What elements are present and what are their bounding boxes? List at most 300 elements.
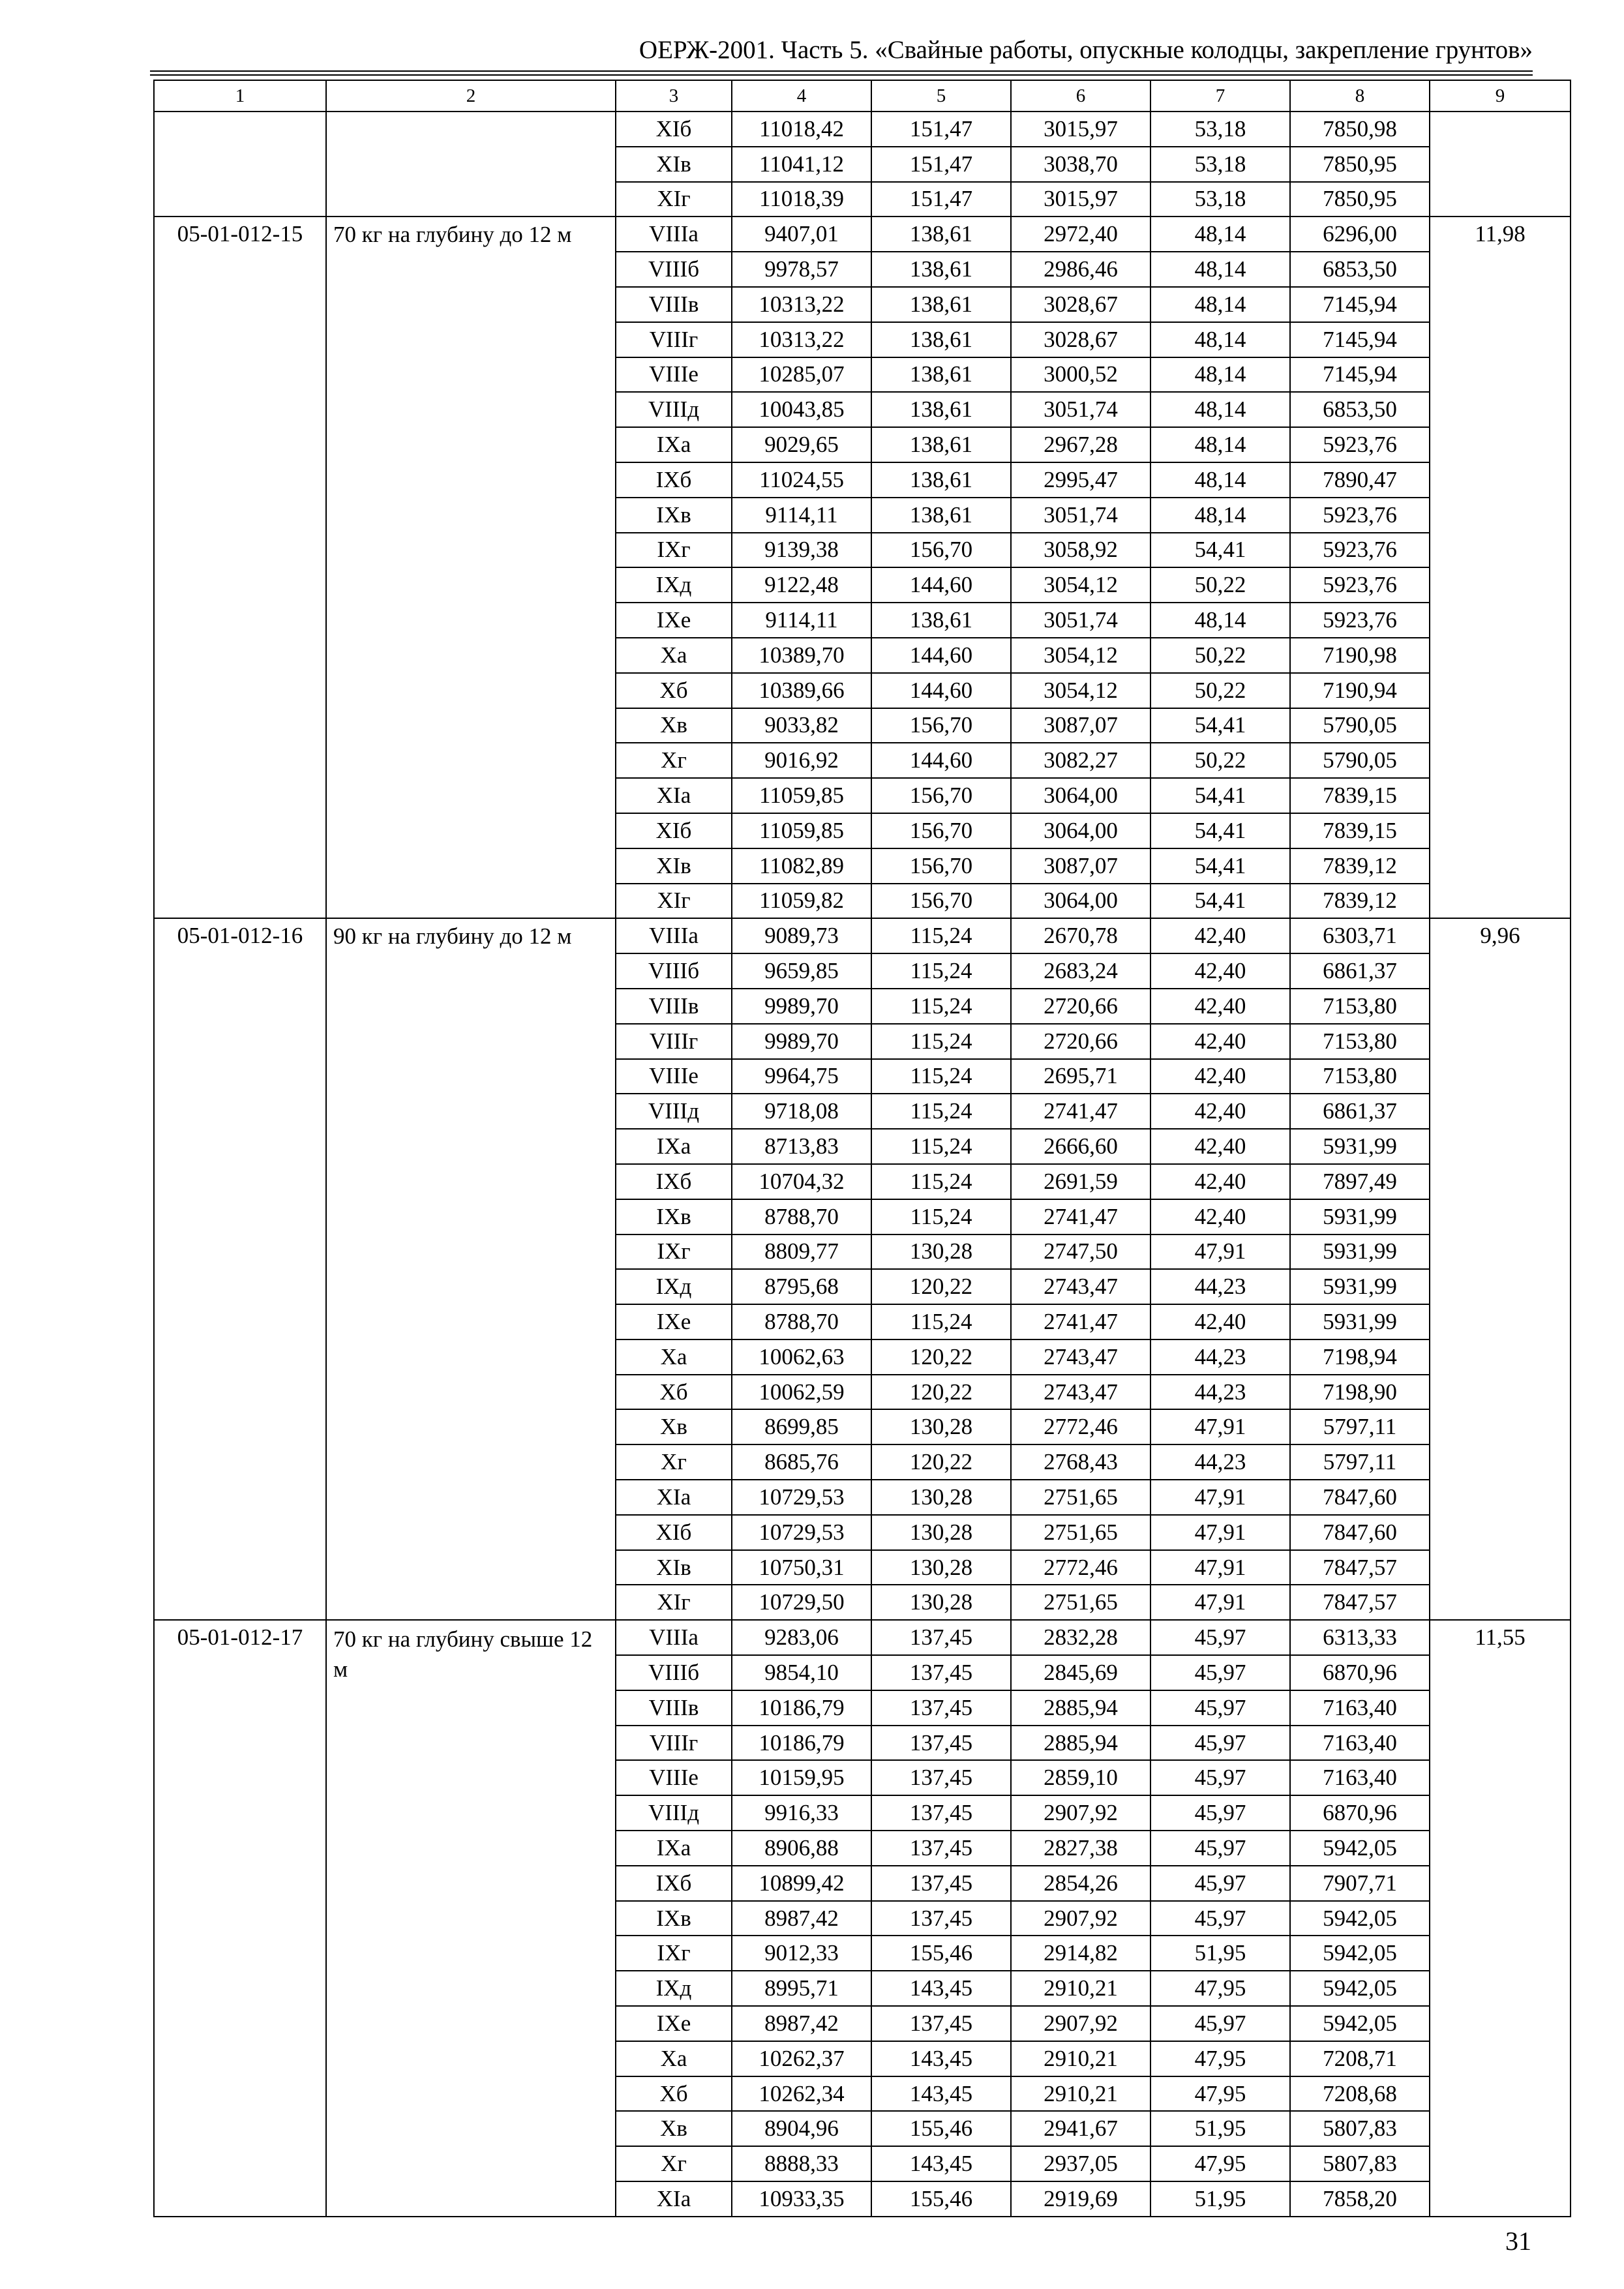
value-cell-col5: 137,45 <box>871 1795 1011 1831</box>
column-number-9: 9 <box>1430 80 1571 112</box>
value-cell-col4: 9283,06 <box>732 1620 871 1655</box>
zone-cell: VIIIе <box>616 1760 732 1795</box>
rate-description <box>326 1620 616 1683</box>
value-cell-col8: 7850,95 <box>1290 182 1430 217</box>
value-cell-col5: 155,46 <box>871 2181 1011 2217</box>
value-cell-col8: 7847,60 <box>1290 1515 1430 1550</box>
value-cell-col6: 3058,92 <box>1011 533 1150 568</box>
table-row <box>154 112 1571 147</box>
value-cell-col7: 47,91 <box>1150 1515 1290 1550</box>
value-cell-col6: 2885,94 <box>1011 1690 1150 1726</box>
table-row <box>154 1304 1571 1339</box>
column-number-row <box>154 80 1571 112</box>
table-row <box>154 743 1571 778</box>
value-cell-col6: 2743,47 <box>1011 1375 1150 1410</box>
zone-cell: VIIIб <box>616 953 732 989</box>
value-cell-col8: 5923,76 <box>1290 567 1430 603</box>
column-number-3: 3 <box>616 80 732 112</box>
labor-cost-cell <box>1430 1760 1571 1795</box>
value-cell-col4: 9033,82 <box>732 708 871 743</box>
rate-code-cell <box>154 1480 326 1515</box>
table-body <box>154 80 1571 2217</box>
value-cell-col8: 7145,94 <box>1290 322 1430 357</box>
value-cell-col5: 156,70 <box>871 884 1011 919</box>
zone-cell: IXг <box>616 1936 732 1971</box>
value-cell-col5: 120,22 <box>871 1269 1011 1304</box>
labor-cost-cell <box>1430 2146 1571 2181</box>
column-number-5: 5 <box>871 80 1011 112</box>
value-cell-col5: 137,45 <box>871 1620 1011 1655</box>
running-header: ОЕРЖ-2001. Часть 5. «Свайные работы, опускные колодцы, закрепление грунтов» <box>639 36 1533 64</box>
value-cell-col4: 10750,31 <box>732 1550 871 1585</box>
value-cell-col6: 3051,74 <box>1011 392 1150 427</box>
table-row <box>154 848 1571 884</box>
rate-description-cell <box>326 1375 616 1410</box>
value-cell-col5: 115,24 <box>871 918 1011 953</box>
value-cell-col6: 2910,21 <box>1011 1971 1150 2006</box>
value-cell-col8: 6853,50 <box>1290 392 1430 427</box>
value-cell-col5: 115,24 <box>871 1304 1011 1339</box>
zone-cell: VIIIг <box>616 322 732 357</box>
labor-cost-cell <box>1430 673 1571 708</box>
value-cell-col6: 2854,26 <box>1011 1866 1150 1901</box>
zone-cell: IXд <box>616 1269 732 1304</box>
zone-cell: XIв <box>616 1550 732 1585</box>
table-row <box>154 567 1571 603</box>
value-cell-col8: 5790,05 <box>1290 708 1430 743</box>
value-cell-col8: 6870,96 <box>1290 1655 1430 1690</box>
table-row <box>154 673 1571 708</box>
column-number-8: 8 <box>1290 80 1430 112</box>
rate-code-cell <box>154 673 326 708</box>
value-cell-col5: 151,47 <box>871 147 1011 182</box>
rate-code-cell <box>154 2041 326 2076</box>
value-cell-col4: 11024,55 <box>732 462 871 498</box>
rate-description-cell <box>326 813 616 848</box>
value-cell-col5: 115,24 <box>871 1024 1011 1059</box>
zone-cell: VIIIд <box>616 1094 732 1129</box>
value-cell-col8: 7163,40 <box>1290 1726 1430 1761</box>
value-cell-col7: 48,14 <box>1150 427 1290 462</box>
labor-cost-cell <box>1430 2111 1571 2146</box>
value-cell-col6: 3015,97 <box>1011 182 1150 217</box>
value-cell-col5: 156,70 <box>871 778 1011 813</box>
value-cell-col4: 11059,85 <box>732 813 871 848</box>
value-cell-col5: 138,61 <box>871 498 1011 533</box>
value-cell-col8: 5931,99 <box>1290 1269 1430 1304</box>
rate-description-cell <box>326 1901 616 1936</box>
value-cell-col6: 2919,69 <box>1011 2181 1150 2217</box>
value-cell-col4: 8987,42 <box>732 2006 871 2041</box>
value-cell-col5: 138,61 <box>871 427 1011 462</box>
value-cell-col4: 9016,92 <box>732 743 871 778</box>
value-cell-col4: 9139,38 <box>732 533 871 568</box>
table-row <box>154 1690 1571 1726</box>
zone-cell: XIг <box>616 884 732 919</box>
header-rule-bottom <box>150 74 1533 76</box>
column-number-6: 6 <box>1011 80 1150 112</box>
value-cell-col5: 155,46 <box>871 1936 1011 1971</box>
rate-description-cell <box>326 1129 616 1164</box>
value-cell-col6: 2859,10 <box>1011 1760 1150 1795</box>
value-cell-col7: 44,23 <box>1150 1269 1290 1304</box>
value-cell-col6: 2832,28 <box>1011 1620 1150 1655</box>
zone-cell: IXв <box>616 1199 732 1234</box>
value-cell-col6: 2986,46 <box>1011 252 1150 287</box>
rate-code-cell <box>154 1304 326 1339</box>
labor-cost-cell <box>1430 1971 1571 2006</box>
value-cell-col4: 10389,70 <box>732 638 871 673</box>
value-cell-col5: 144,60 <box>871 638 1011 673</box>
rate-code-cell <box>154 1550 326 1585</box>
value-cell-col8: 7897,49 <box>1290 1164 1430 1199</box>
value-cell-col8: 7847,57 <box>1290 1585 1430 1620</box>
value-cell-col8: 7839,15 <box>1290 778 1430 813</box>
value-cell-col5: 115,24 <box>871 1059 1011 1094</box>
value-cell-col7: 45,97 <box>1150 2006 1290 2041</box>
value-cell-col5: 137,45 <box>871 1866 1011 1901</box>
value-cell-col4: 9012,33 <box>732 1936 871 1971</box>
value-cell-col5: 120,22 <box>871 1375 1011 1410</box>
value-cell-col6: 3064,00 <box>1011 884 1150 919</box>
table-row <box>154 1585 1571 1620</box>
zone-cell: IXб <box>616 462 732 498</box>
labor-cost-cell <box>1430 1866 1571 1901</box>
labor-cost-cell <box>1430 1409 1571 1444</box>
table-row <box>154 1550 1571 1585</box>
value-cell-col6: 2937,05 <box>1011 2146 1150 2181</box>
rate-code-cell <box>154 1690 326 1726</box>
table-row <box>154 182 1571 217</box>
table-row <box>154 2041 1571 2076</box>
rate-code-cell <box>154 1655 326 1690</box>
value-cell-col5: 138,61 <box>871 287 1011 322</box>
labor-cost-cell <box>1430 708 1571 743</box>
rates-table <box>153 80 1571 2217</box>
rate-code-cell <box>154 1339 326 1375</box>
value-cell-col4: 10285,07 <box>732 357 871 393</box>
value-cell-col4: 9122,48 <box>732 567 871 603</box>
labor-cost-cell <box>1430 848 1571 884</box>
zone-cell: XIа <box>616 778 732 813</box>
value-cell-col7: 45,97 <box>1150 1795 1290 1831</box>
rate-description-cell <box>326 1726 616 1761</box>
value-cell-col6: 2907,92 <box>1011 1901 1150 1936</box>
value-cell-col7: 42,40 <box>1150 1059 1290 1094</box>
zone-cell: IXе <box>616 1304 732 1339</box>
rate-code-cell <box>154 1375 326 1410</box>
value-cell-col4: 10186,79 <box>732 1726 871 1761</box>
rate-description-cell <box>326 322 616 357</box>
value-cell-col5: 130,28 <box>871 1234 1011 1270</box>
zone-cell: VIIIв <box>616 989 732 1024</box>
header-rule-top <box>150 70 1533 72</box>
value-cell-col4: 8995,71 <box>732 1971 871 2006</box>
value-cell-col7: 44,23 <box>1150 1375 1290 1410</box>
rate-code-cell <box>154 953 326 989</box>
value-cell-col4: 10313,22 <box>732 322 871 357</box>
table-row <box>154 1094 1571 1129</box>
rate-description-cell <box>326 147 616 182</box>
value-cell-col6: 2683,24 <box>1011 953 1150 989</box>
value-cell-col5: 143,45 <box>871 2041 1011 2076</box>
rate-code-cell <box>154 427 326 462</box>
value-cell-col8: 5942,05 <box>1290 1901 1430 1936</box>
rate-description-cell <box>326 638 616 673</box>
value-cell-col4: 8906,88 <box>732 1831 871 1866</box>
labor-cost-cell <box>1430 287 1571 322</box>
value-cell-col4: 10729,53 <box>732 1480 871 1515</box>
labor-cost-cell <box>1430 1269 1571 1304</box>
rate-description-cell <box>326 1690 616 1726</box>
rate-code-cell <box>154 2181 326 2217</box>
value-cell-col7: 48,14 <box>1150 287 1290 322</box>
zone-cell: IXб <box>616 1164 732 1199</box>
value-cell-col5: 138,61 <box>871 462 1011 498</box>
labor-cost-cell <box>1430 1690 1571 1726</box>
value-cell-col5: 151,47 <box>871 182 1011 217</box>
value-cell-col6: 2772,46 <box>1011 1409 1150 1444</box>
value-cell-col5: 144,60 <box>871 567 1011 603</box>
value-cell-col4: 9978,57 <box>732 252 871 287</box>
table-row <box>154 1164 1571 1199</box>
value-cell-col8: 7847,57 <box>1290 1550 1430 1585</box>
value-cell-col5: 130,28 <box>871 1480 1011 1515</box>
rate-code-cell <box>154 1585 326 1620</box>
labor-cost-cell <box>1430 2181 1571 2217</box>
rate-description-cell <box>326 1515 616 1550</box>
labor-cost-cell <box>1430 533 1571 568</box>
labor-cost <box>1430 112 1571 147</box>
rate-description-cell <box>326 1480 616 1515</box>
value-cell-col7: 42,40 <box>1150 989 1290 1024</box>
value-cell-col7: 47,91 <box>1150 1409 1290 1444</box>
value-cell-col6: 3054,12 <box>1011 567 1150 603</box>
labor-cost-cell <box>1430 603 1571 638</box>
value-cell-col6: 2967,28 <box>1011 427 1150 462</box>
rate-code-cell <box>154 813 326 848</box>
rate-code-cell <box>154 2111 326 2146</box>
zone-cell: XIг <box>616 182 732 217</box>
value-cell-col6: 2914,82 <box>1011 1936 1150 1971</box>
zone-cell: XIб <box>616 813 732 848</box>
value-cell-col4: 9989,70 <box>732 1024 871 1059</box>
value-cell-col7: 45,97 <box>1150 1620 1290 1655</box>
rate-code-cell <box>154 1760 326 1795</box>
rate-description-cell <box>326 1164 616 1199</box>
value-cell-col8: 7163,40 <box>1290 1760 1430 1795</box>
rate-code-cell <box>154 462 326 498</box>
labor-cost-cell <box>1430 357 1571 393</box>
rate-description-cell <box>326 1339 616 1375</box>
table-row <box>154 1129 1571 1164</box>
rate-code-cell <box>154 2006 326 2041</box>
zone-cell: Xа <box>616 1339 732 1375</box>
rate-description: 90 кг на глубину до 12 м <box>326 918 616 953</box>
zone-cell: VIIIа <box>616 918 732 953</box>
zone-cell: XIв <box>616 848 732 884</box>
labor-cost-cell <box>1430 1480 1571 1515</box>
rate-description-cell <box>326 1269 616 1304</box>
table-row <box>154 498 1571 533</box>
rate-description-cell <box>326 673 616 708</box>
value-cell-col7: 47,95 <box>1150 2041 1290 2076</box>
labor-cost-cell <box>1430 2006 1571 2041</box>
rate-description-cell <box>326 1866 616 1901</box>
value-cell-col6: 2695,71 <box>1011 1059 1150 1094</box>
value-cell-col4: 10262,34 <box>732 2076 871 2112</box>
value-cell-col8: 5923,76 <box>1290 498 1430 533</box>
zone-cell: Xг <box>616 2146 732 2181</box>
value-cell-col5: 143,45 <box>871 2076 1011 2112</box>
value-cell-col6: 2666,60 <box>1011 1129 1150 1164</box>
zone-cell: IXа <box>616 427 732 462</box>
value-cell-col7: 53,18 <box>1150 112 1290 147</box>
value-cell-col8: 7145,94 <box>1290 357 1430 393</box>
zone-cell: XIб <box>616 1515 732 1550</box>
value-cell-col7: 42,40 <box>1150 918 1290 953</box>
value-cell-col4: 11059,82 <box>732 884 871 919</box>
value-cell-col4: 10043,85 <box>732 392 871 427</box>
zone-cell: VIIIе <box>616 357 732 393</box>
labor-cost-cell <box>1430 989 1571 1024</box>
labor-cost-cell <box>1430 1059 1571 1094</box>
rate-description-cell <box>326 392 616 427</box>
labor-cost-cell <box>1430 1164 1571 1199</box>
table-row <box>154 357 1571 393</box>
value-cell-col7: 47,91 <box>1150 1550 1290 1585</box>
value-cell-col6: 2827,38 <box>1011 1831 1150 1866</box>
zone-cell: Xв <box>616 708 732 743</box>
table-row <box>154 1480 1571 1515</box>
zone-cell: VIIIв <box>616 287 732 322</box>
rate-description-cell <box>326 1024 616 1059</box>
rate-description-cell <box>326 462 616 498</box>
value-cell-col7: 48,14 <box>1150 252 1290 287</box>
rate-code-cell <box>154 1795 326 1831</box>
value-cell-col6: 2741,47 <box>1011 1199 1150 1234</box>
labor-cost-cell <box>1430 1375 1571 1410</box>
table-row <box>154 778 1571 813</box>
value-cell-col5: 137,45 <box>871 1760 1011 1795</box>
rate-code-cell <box>154 1129 326 1164</box>
value-cell-col6: 3015,97 <box>1011 112 1150 147</box>
labor-cost-cell <box>1430 953 1571 989</box>
value-cell-col4: 8904,96 <box>732 2111 871 2146</box>
table-row <box>154 708 1571 743</box>
value-cell-col5: 137,45 <box>871 1831 1011 1866</box>
value-cell-col8: 5942,05 <box>1290 2006 1430 2041</box>
table-row <box>154 427 1571 462</box>
labor-cost-cell <box>1430 1936 1571 1971</box>
value-cell-col5: 143,45 <box>871 1971 1011 2006</box>
value-cell-col6: 2910,21 <box>1011 2076 1150 2112</box>
value-cell-col4: 10704,32 <box>732 1164 871 1199</box>
value-cell-col8: 5797,11 <box>1290 1444 1430 1480</box>
value-cell-col7: 47,91 <box>1150 1480 1290 1515</box>
labor-cost-cell <box>1430 1585 1571 1620</box>
value-cell-col7: 50,22 <box>1150 673 1290 708</box>
table-row <box>154 1375 1571 1410</box>
value-cell-col4: 8987,42 <box>732 1901 871 1936</box>
rate-description <box>326 112 616 147</box>
value-cell-col5: 115,24 <box>871 989 1011 1024</box>
value-cell-col5: 144,60 <box>871 743 1011 778</box>
value-cell-col4: 9089,73 <box>732 918 871 953</box>
labor-cost-cell <box>1430 1304 1571 1339</box>
column-number-7: 7 <box>1150 80 1290 112</box>
rate-code-cell <box>154 1234 326 1270</box>
value-cell-col8: 5923,76 <box>1290 533 1430 568</box>
value-cell-col4: 11041,12 <box>732 147 871 182</box>
value-cell-col8: 7839,12 <box>1290 848 1430 884</box>
rate-description-text: 70 кг на глубину свыше 12 м <box>333 1626 593 1683</box>
value-cell-col7: 45,97 <box>1150 1655 1290 1690</box>
rate-description-cell <box>326 2111 616 2146</box>
value-cell-col5: 156,70 <box>871 813 1011 848</box>
labor-cost-cell <box>1430 252 1571 287</box>
labor-cost-cell <box>1430 147 1571 182</box>
table-row <box>154 1269 1571 1304</box>
value-cell-col8: 7153,80 <box>1290 1059 1430 1094</box>
rate-description-cell <box>326 1550 616 1585</box>
value-cell-col6: 2720,66 <box>1011 989 1150 1024</box>
value-cell-col7: 51,95 <box>1150 2181 1290 2217</box>
value-cell-col4: 9659,85 <box>732 953 871 989</box>
rate-code-cell <box>154 1059 326 1094</box>
value-cell-col7: 54,41 <box>1150 533 1290 568</box>
value-cell-col4: 8795,68 <box>732 1269 871 1304</box>
zone-cell: IXд <box>616 1971 732 2006</box>
rate-code-cell <box>154 743 326 778</box>
rate-description-cell <box>326 708 616 743</box>
zone-cell: Xб <box>616 673 732 708</box>
labor-cost-cell <box>1430 813 1571 848</box>
value-cell-col4: 11018,42 <box>732 112 871 147</box>
value-cell-col5: 138,61 <box>871 392 1011 427</box>
value-cell-col8: 5790,05 <box>1290 743 1430 778</box>
table-row <box>154 953 1571 989</box>
labor-cost-cell <box>1430 427 1571 462</box>
labor-cost-cell <box>1430 567 1571 603</box>
value-cell-col4: 9916,33 <box>732 1795 871 1831</box>
value-cell-col8: 7850,98 <box>1290 112 1430 147</box>
zone-cell: VIIIб <box>616 1655 732 1690</box>
value-cell-col6: 2910,21 <box>1011 2041 1150 2076</box>
labor-cost-cell <box>1430 1094 1571 1129</box>
value-cell-col7: 53,18 <box>1150 147 1290 182</box>
value-cell-col7: 47,95 <box>1150 1971 1290 2006</box>
rate-description-cell <box>326 2181 616 2217</box>
value-cell-col4: 10729,53 <box>732 1515 871 1550</box>
value-cell-col8: 7208,71 <box>1290 2041 1430 2076</box>
rate-description-cell <box>326 567 616 603</box>
value-cell-col5: 115,24 <box>871 1164 1011 1199</box>
labor-cost-cell <box>1430 1024 1571 1059</box>
value-cell-col8: 7208,68 <box>1290 2076 1430 2112</box>
value-cell-col8: 7890,47 <box>1290 462 1430 498</box>
rate-code-cell <box>154 1269 326 1304</box>
labor-cost-cell <box>1430 638 1571 673</box>
value-cell-col8: 7839,15 <box>1290 813 1430 848</box>
table-row <box>154 322 1571 357</box>
value-cell-col7: 42,40 <box>1150 1304 1290 1339</box>
rate-description-cell <box>326 953 616 989</box>
rate-description-cell <box>326 1094 616 1129</box>
value-cell-col5: 130,28 <box>871 1409 1011 1444</box>
zone-cell: VIIIа <box>616 217 732 252</box>
rate-description-cell <box>326 1409 616 1444</box>
